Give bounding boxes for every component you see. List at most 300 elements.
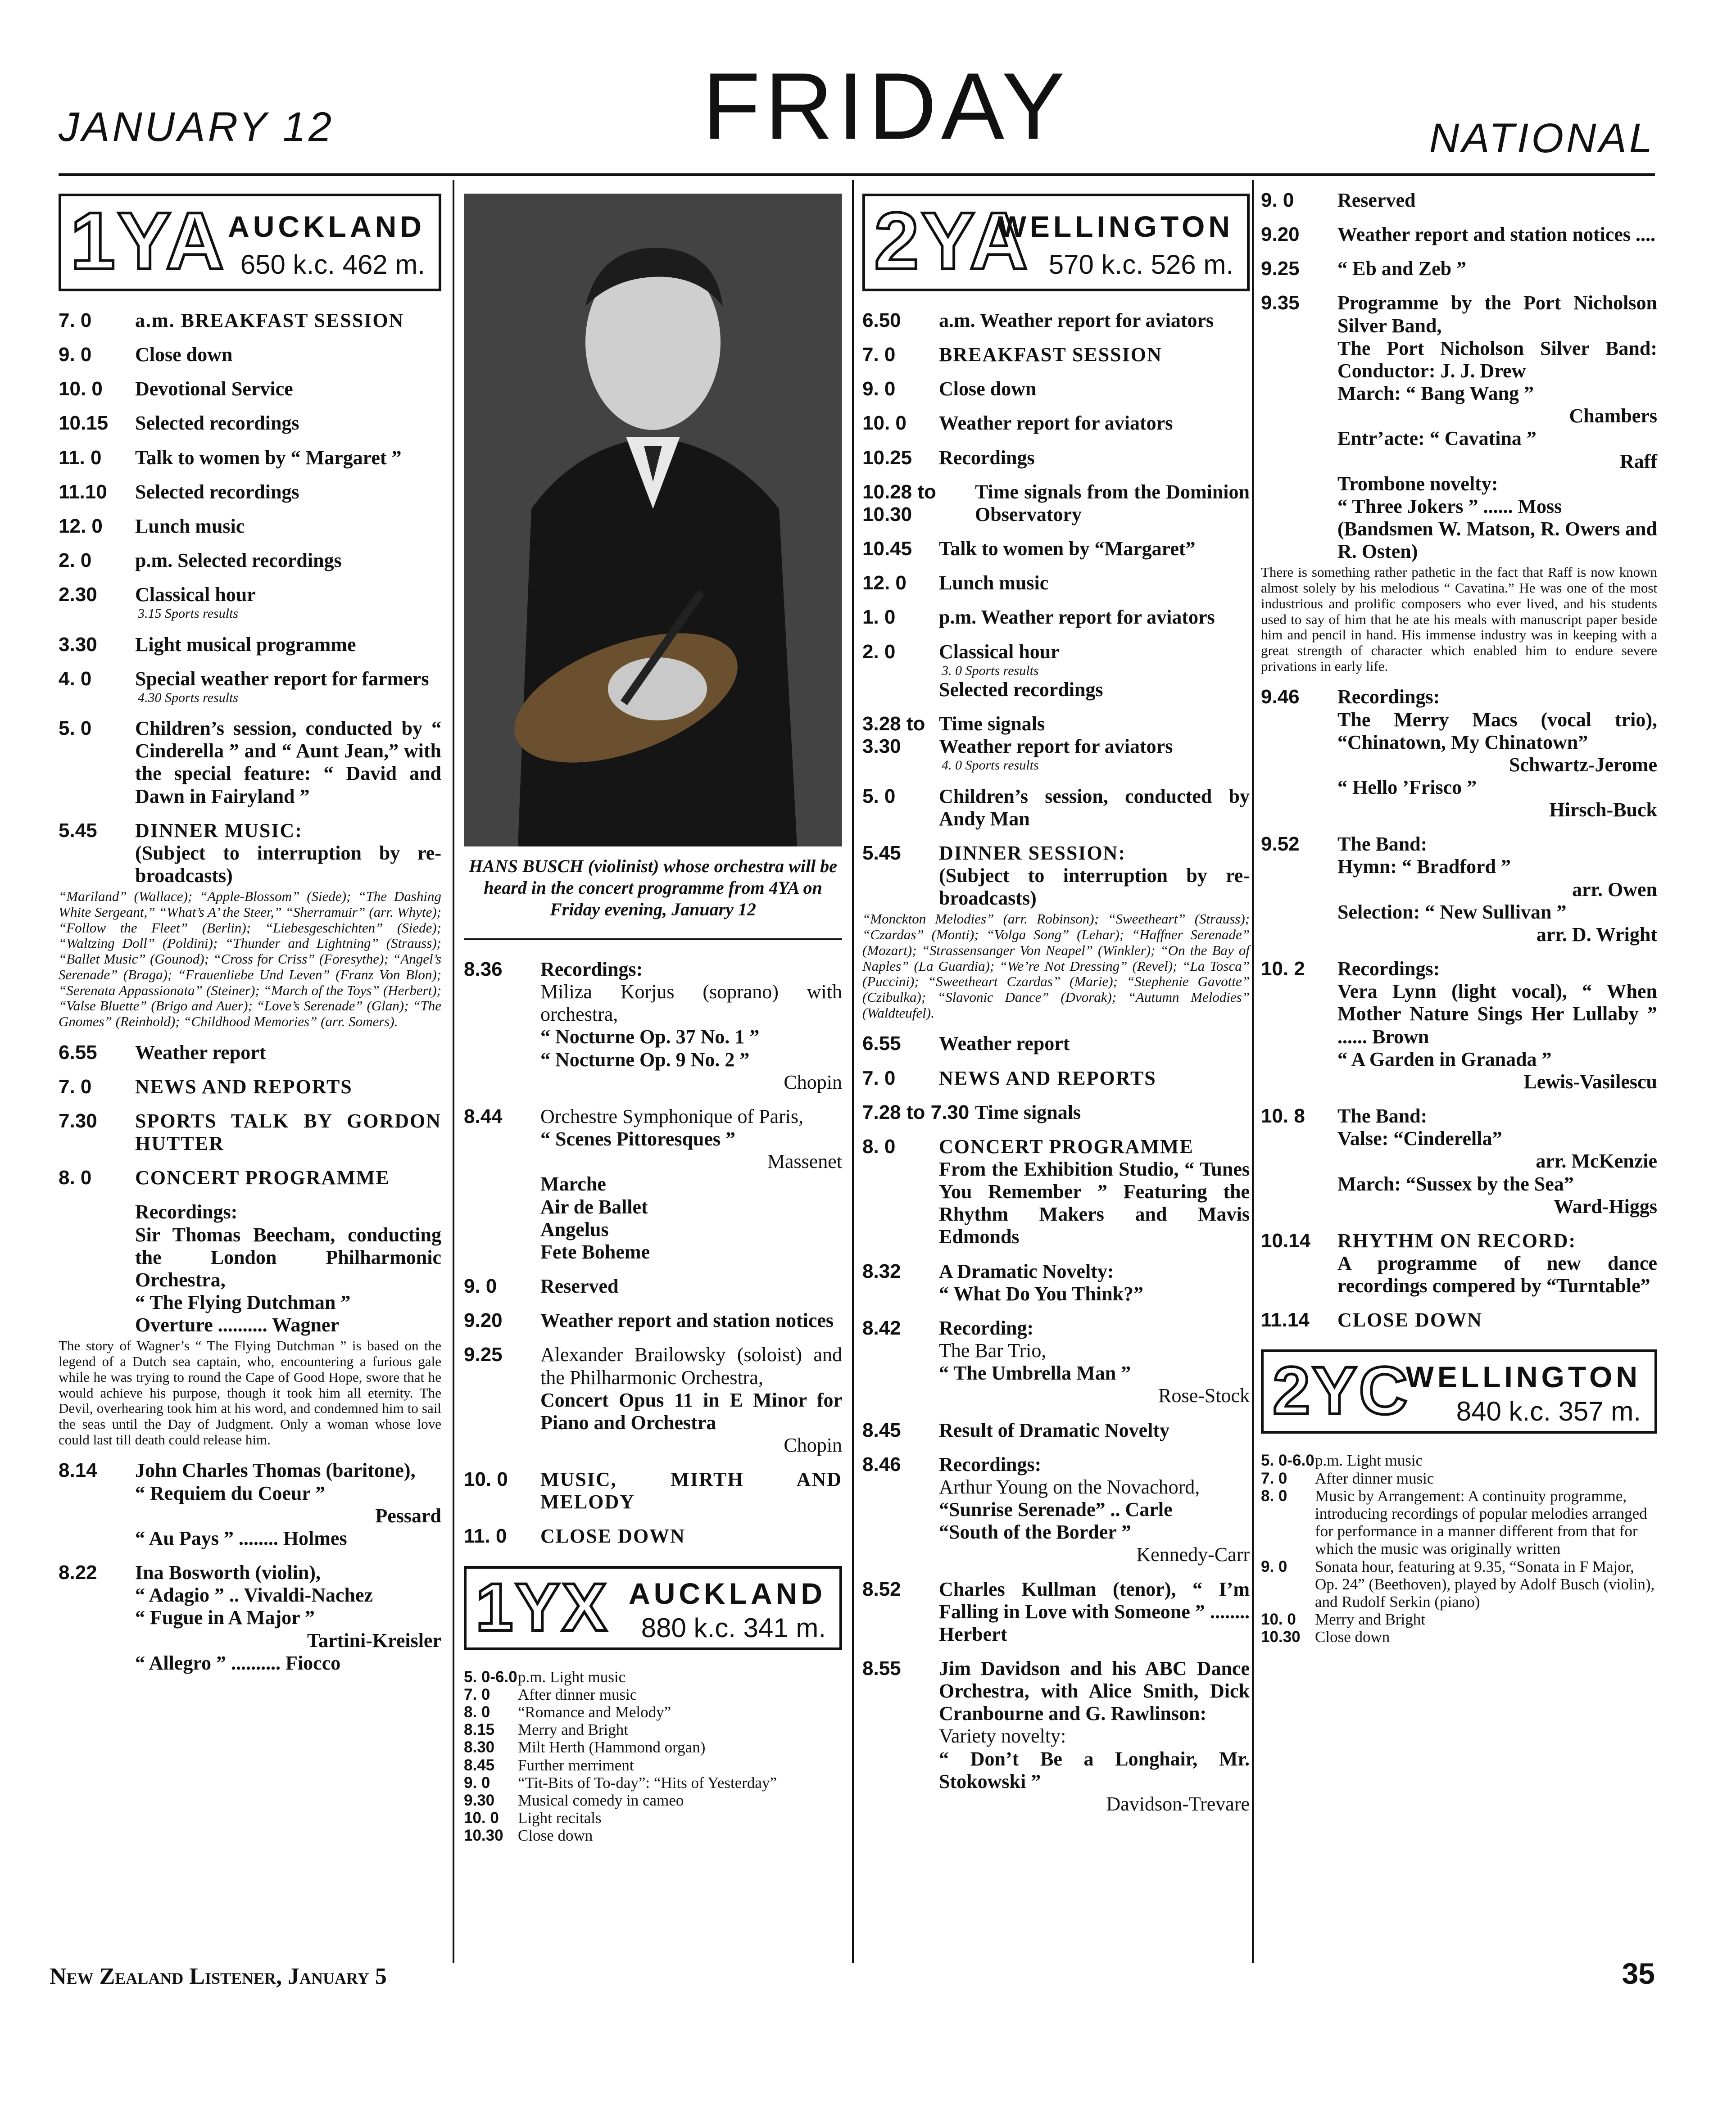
- programme-entry: [59, 634, 441, 656]
- entry-text: Pessard: [375, 1504, 441, 1527]
- entry-text: “ Scenes Pittoresques ”: [540, 1128, 736, 1150]
- entry-text: Chambers: [1569, 405, 1657, 427]
- entry-text: Sir Thomas Beecham, conducting the London Philharmonic Orchestra,: [135, 1223, 441, 1291]
- station-frequency: 650 k.c. 462 m.: [240, 249, 425, 280]
- entry-time: 10. 0: [59, 378, 103, 400]
- programme-entry: [464, 958, 842, 1094]
- entry-text: Jim Davidson and his ABC Dance Orchestra, with Alice Smith, Dick Cranbourne and G. Rawlinson:: [939, 1657, 1250, 1725]
- schedule-text: After dinner music: [1315, 1469, 1434, 1487]
- schedule-text: After dinner music: [518, 1685, 637, 1703]
- entry-text: The Band:: [1337, 1105, 1428, 1127]
- entry-text: The Bar Trio,: [939, 1340, 1047, 1362]
- entry-time: 10. 8: [1261, 1105, 1305, 1127]
- schedule-time: 10.30: [464, 1827, 503, 1845]
- entry-text: The Band:: [1337, 833, 1428, 855]
- entry-time: 11. 0: [59, 446, 102, 469]
- entry-time: 9. 0: [464, 1275, 497, 1298]
- programme-entry: [1261, 223, 1657, 246]
- entry-time: 8.55: [862, 1657, 901, 1679]
- schedule-time: 8.30: [464, 1738, 495, 1756]
- entry-text: arr. Owen: [1572, 878, 1657, 901]
- entry-text: “ The Umbrella Man ”: [939, 1362, 1131, 1385]
- entry-text: Recordings:: [1337, 686, 1440, 708]
- entry-time: 8.44: [464, 1105, 503, 1127]
- station-city: WELLINGTON: [1405, 1360, 1641, 1394]
- entry-text: BREAKFAST SESSION: [939, 344, 1162, 366]
- entry-text: Recordings:: [1337, 958, 1440, 980]
- schedule-row: [1261, 1487, 1657, 1558]
- entry-text: Kennedy-Carr: [1136, 1543, 1250, 1566]
- entry-text: “ Fugue in A Major ”: [135, 1607, 315, 1629]
- station-frequency: 840 k.c. 357 m.: [1456, 1396, 1641, 1427]
- programme-entry: [464, 1275, 842, 1298]
- station-banner-1ya: [59, 194, 441, 291]
- entry-time: 9.35: [1261, 292, 1300, 314]
- entry-text: “ Nocturne Op. 37 No. 1 ”: [540, 1026, 760, 1048]
- entry-time: 9.25: [1261, 258, 1300, 280]
- entry-time: 8.36: [464, 958, 503, 980]
- entry-time: 9. 0: [862, 378, 896, 400]
- entry-time: 11.10: [59, 480, 107, 503]
- entry-text: “ A Garden in Granada ”: [1337, 1048, 1552, 1070]
- entry-text: From the Exhibition Studio, “ Tunes You Remember ” Featuring the Rhythm Makers and Mavis Edmonds: [939, 1158, 1250, 1248]
- entry-text: Valse: “Cinderella”: [1337, 1127, 1502, 1150]
- entry-text: (Subject to interruption by re-broadcasts): [939, 864, 1250, 910]
- schedule-text: Close down: [518, 1827, 593, 1845]
- schedule-time: 7. 0: [464, 1685, 490, 1703]
- schedule-time: 7. 0: [1261, 1469, 1287, 1487]
- entry-text: DINNER MUSIC:: [135, 819, 303, 842]
- entry-text: p.m. Selected recordings: [135, 549, 342, 572]
- entry-text: Talk to women by “ Margaret ”: [135, 446, 402, 469]
- entry-text: Concert Opus 11 in E Minor for Piano and Orchestra: [540, 1389, 842, 1434]
- entry-text: Selected recordings: [135, 412, 299, 434]
- entry-time: 2. 0: [862, 640, 896, 663]
- schedule-time: 10.30: [1261, 1628, 1301, 1646]
- schedule-time: 9. 0: [1261, 1557, 1287, 1575]
- entry-text: Air de Ballet: [540, 1195, 648, 1218]
- entry-time: 8.46: [862, 1453, 901, 1475]
- entry-text: a.m. Weather report for aviators: [939, 309, 1214, 331]
- station-city: WELLINGTON: [998, 210, 1233, 243]
- schedule-text: Musical comedy in cameo: [518, 1791, 684, 1809]
- schedule-text: Further merriment: [518, 1756, 634, 1774]
- network-label: NATIONAL: [1429, 115, 1655, 161]
- entry-time: 10.45: [862, 538, 912, 560]
- entry-text: The Merry Macs (vocal trio), “Chinatown, My Chinatown”: [1337, 708, 1657, 753]
- entry-text: Chopin: [784, 1434, 842, 1456]
- entry-text: A programme of new dance recordings compered by “Turntable”: [1337, 1252, 1657, 1297]
- entry-text: Time signals: [975, 1101, 1081, 1123]
- entry-text: Marche: [540, 1173, 606, 1195]
- schedule-row: [464, 1792, 842, 1809]
- entry-time: 8. 0: [59, 1167, 92, 1189]
- entry-text: Alexander Brailowsky (soloist) and the Philharmonic Orchestra,: [540, 1344, 842, 1389]
- entry-text: Weather report for aviators: [939, 412, 1173, 434]
- entry-text: Weather report and station notices: [540, 1309, 834, 1332]
- schedule-text: “Tit-Bits of To-day”: “Hits of Yesterday”: [518, 1774, 777, 1792]
- entry-text: Arthur Young on the Novachord,: [939, 1475, 1200, 1498]
- programme-entry: [862, 1317, 1250, 1408]
- programme-entry: [862, 785, 1250, 830]
- entry-text: Lewis-Vasilescu: [1523, 1070, 1657, 1093]
- column-divider: [1252, 180, 1254, 1963]
- programme-entry: [1261, 292, 1657, 563]
- entry-text: Weather report for aviators: [939, 735, 1173, 758]
- programme-entry: [464, 1105, 842, 1263]
- station-frequency: 570 k.c. 526 m.: [1048, 249, 1233, 280]
- entry-text: “ Adagio ” .. Vivaldi-Nachez: [135, 1584, 373, 1607]
- station-call-sign: 2YC: [1273, 1353, 1410, 1429]
- programme-entry: [862, 1260, 1250, 1305]
- entry-time: 5. 0: [862, 785, 896, 807]
- entry-time: 7. 0: [862, 1067, 896, 1089]
- programme-entry: [59, 309, 441, 332]
- schedule-text: Merry and Bright: [1315, 1611, 1425, 1629]
- schedule-row: [464, 1774, 842, 1792]
- programme-entry: [464, 1525, 842, 1548]
- entry-text: Weather report: [939, 1032, 1070, 1055]
- programme-entry: [59, 1041, 441, 1064]
- programme-entry: [862, 378, 1250, 400]
- entry-time: 7. 0: [59, 1075, 92, 1098]
- schedule-time: 9.30: [464, 1791, 495, 1809]
- entry-text: Lunch music: [135, 515, 245, 537]
- programme-entry: [59, 1167, 441, 1336]
- entry-time: 5. 0: [59, 717, 92, 740]
- entry-text: Vera Lynn (light vocal), “ When Mother Nature Sings Her Lullaby ” ...... Brown: [1337, 980, 1657, 1048]
- entry-text: Weather report: [135, 1041, 266, 1064]
- schedule-text: Milt Herth (Hammond organ): [518, 1738, 706, 1756]
- entry-text: MUSIC, MIRTH AND MELODY: [540, 1468, 842, 1513]
- entry-subnote: 4. 0 Sports results: [942, 758, 1039, 773]
- entry-time: 7.30: [59, 1109, 97, 1132]
- schedule-row: [464, 1686, 842, 1703]
- section-rule: [464, 938, 842, 940]
- programme-entry: [59, 1561, 441, 1675]
- programme-entry: [1261, 189, 1657, 212]
- schedule-text: Merry and Bright: [518, 1721, 628, 1739]
- station-city: AUCKLAND: [629, 1576, 826, 1610]
- 1yx-schedule: [464, 1668, 842, 1845]
- entry-time: 2. 0: [59, 549, 92, 572]
- programme-entry: [59, 549, 441, 572]
- entry-time: 8.42: [862, 1317, 901, 1339]
- entry-text: March: “Sussex by the Sea”: [1337, 1172, 1574, 1195]
- programme-entry: [862, 842, 1250, 910]
- schedule-row: [464, 1721, 842, 1738]
- programme-entry: [59, 344, 441, 366]
- entry-text: Special weather report for farmers: [135, 667, 429, 690]
- entry-text: CLOSE DOWN: [1337, 1309, 1482, 1331]
- entry-text: Davidson-Trevare: [1106, 1792, 1250, 1815]
- entry-text: CONCERT PROGRAMME: [135, 1167, 390, 1189]
- programme-entry: [59, 378, 441, 400]
- entry-time: 6.50: [862, 309, 901, 331]
- schedule-text: p.m. Light music: [1315, 1452, 1423, 1470]
- entry-text: “ Au Pays ” ........ Holmes: [135, 1527, 347, 1549]
- schedule-time: 5. 0-6.0: [464, 1668, 517, 1686]
- entry-time: 8.14: [59, 1459, 97, 1482]
- programme-entry: [862, 481, 1250, 526]
- station-city: AUCKLAND: [228, 210, 425, 243]
- programme-entry: [464, 1309, 842, 1332]
- schedule-row: [464, 1827, 842, 1844]
- schedule-text: Close down: [1315, 1628, 1390, 1646]
- entry-time: 9.20: [464, 1309, 503, 1332]
- programme-entry: [862, 641, 1250, 701]
- programme-entry: [59, 584, 441, 621]
- entry-text: Close down: [135, 344, 233, 366]
- entry-text: Children’s session, conducted by “ Cinderella ” and “ Aunt Jean,” with the special feature: “ David and Dawn in Fairyland ”: [135, 717, 441, 807]
- programme-entry: [862, 1578, 1250, 1646]
- entry-time: 3.30: [59, 633, 97, 656]
- entry-text: (Bandsmen W. Matson, R. Owers and R. Osten): [1337, 518, 1657, 563]
- column-divider: [852, 180, 854, 1963]
- programme-entry: [1261, 686, 1657, 821]
- publication-footer: New Zealand Listener, January 5: [50, 1964, 387, 1989]
- flying-dutchman-note: The story of Wagner’s “ The Flying Dutchman ” is based on the legend of a Dutch sea captain, who, encountering a furious gale while he was trying to round the Cape of Good Hope, swore that he would achieve his purpose, though it took him all eternity. The Devil, overhearing took him at his word, and condemned him to sail the seas until the Day of Judgment. Only a woman whose love could last till death could release him.: [59, 1338, 441, 1448]
- programme-entry: [862, 538, 1250, 560]
- entry-time: 10.15: [59, 412, 109, 434]
- dinner-session-list: “Monckton Melodies” (arr. Robinson); “Sweetheart” (Strauss); “Czardas” (Monti); “Volga Song” (Lehar); “Haffner Serenade” (Mozart); “Strassensanger Von Neapel” (Winkler); “On the Bay of Naples” (La Guardia); “We’re Not Dressing” (Revel); “La Tosca” (Puccini); “Sweetheart Czardas” (Marie); “Stephenie Gavotte” (Czibulka); “Slavonic Dance” (Dvorak); “Autumn Melodies” (Waldteufel).: [862, 911, 1250, 1021]
- entry-time: 3.28 to 3.30: [862, 713, 925, 758]
- entry-text: Recordings:: [540, 958, 643, 980]
- entry-time: 9. 0: [59, 344, 92, 366]
- entry-text: Schwartz-Jerome: [1509, 753, 1657, 776]
- schedule-time: 5. 0-6.0: [1261, 1452, 1314, 1470]
- entry-text: “ The Flying Dutchman ”: [135, 1291, 351, 1314]
- programme-entry: [1261, 258, 1657, 280]
- programme-entry: [1261, 958, 1657, 1093]
- entry-text: arr. D. Wright: [1536, 923, 1657, 946]
- entry-text: “ Requiem du Coeur ”: [135, 1482, 326, 1504]
- entry-text: Rose-Stock: [1158, 1385, 1250, 1407]
- programme-entry: [862, 344, 1250, 366]
- entry-subnote: 4.30 Sports results: [138, 690, 239, 705]
- programme-entry: [862, 1101, 1250, 1124]
- station-banner-1yx: [464, 1566, 842, 1650]
- entry-time: 11.14: [1261, 1309, 1310, 1331]
- programme-entry: [1261, 1230, 1657, 1297]
- entry-text: Raff: [1619, 450, 1657, 472]
- entry-text: Charles Kullman (tenor), “ I’m Falling in Love with Someone ” ........ Herbert: [939, 1578, 1250, 1645]
- entry-text: (Subject to interruption by re-broadcasts): [135, 842, 441, 887]
- entry-text: a.m. BREAKFAST SESSION: [135, 309, 404, 331]
- entry-time: 7.28 to 7.30: [862, 1101, 970, 1123]
- entry-time: 10. 2: [1261, 958, 1305, 980]
- entry-subnote: 3. 0 Sports results: [942, 663, 1039, 678]
- programme-entry: [862, 1657, 1250, 1815]
- entry-time: 9.46: [1261, 686, 1300, 708]
- entry-text: Weather report and station notices ....: [1337, 223, 1655, 246]
- entry-text: Children’s session, conducted by Andy Man: [939, 785, 1250, 830]
- entry-text: Miliza Korjus (soprano) with orchestra,: [540, 981, 842, 1026]
- entry-text: The Port Nicholson Silver Band: Conductor: J. J. Drew: [1337, 337, 1657, 382]
- entry-text: Angelus: [540, 1218, 609, 1240]
- entry-text: March: “ Bang Wang ”: [1337, 382, 1534, 405]
- column-2ya-continued: [1261, 189, 1657, 1646]
- entry-text: Time signals: [939, 713, 1045, 735]
- entry-text: John Charles Thomas (baritone),: [135, 1459, 416, 1482]
- entry-text: “ Three Jokers ” ...... Moss: [1337, 495, 1562, 517]
- programme-entry: [59, 1076, 441, 1098]
- entry-time: 8.32: [862, 1260, 901, 1282]
- programme-entry: [862, 606, 1250, 629]
- entry-text: Recordings:: [939, 1453, 1042, 1475]
- entry-text: NEWS AND REPORTS: [939, 1067, 1156, 1089]
- station-banner-2yc: [1261, 1349, 1657, 1434]
- programme-entry: [1261, 1105, 1657, 1218]
- programme-entry: [862, 713, 1250, 774]
- schedule-text: Light recitals: [518, 1809, 602, 1827]
- entry-text: Trombone novelty:: [1337, 472, 1498, 495]
- column-2ya: [862, 189, 1250, 1827]
- programme-entry: [862, 309, 1250, 332]
- entry-text: Selected recordings: [135, 480, 299, 503]
- programme-entry: [1261, 1309, 1657, 1331]
- page-title: FRIDAY: [703, 53, 1070, 159]
- entry-subnote: 3.15 Sports results: [138, 606, 239, 621]
- entry-text: Reserved: [540, 1275, 619, 1298]
- entry-time: 1. 0: [862, 606, 896, 629]
- entry-text: “Sunrise Serenade” .. Carle: [939, 1498, 1173, 1521]
- entry-time: 8.22: [59, 1561, 97, 1584]
- entry-text: Tartini-Kreisler: [307, 1629, 441, 1652]
- page-number: 35: [1622, 1957, 1655, 1990]
- entry-text: Recordings:: [135, 1201, 238, 1223]
- programme-entry: [862, 412, 1250, 434]
- programme-entry: [59, 668, 441, 706]
- schedule-time: 8.45: [464, 1756, 495, 1774]
- column-divider: [453, 180, 454, 1963]
- page-date: JANUARY 12: [59, 104, 335, 150]
- column-continued: [464, 189, 842, 1844]
- photo-caption: HANS BUSCH (violinist) whose orchestra will be heard in the concert programme from 4YA on Friday evening, January 12: [469, 856, 837, 919]
- entry-time: 10. 0: [464, 1468, 508, 1491]
- entry-text: Ward-Higgs: [1554, 1195, 1657, 1217]
- entry-time: 10.25: [862, 446, 912, 469]
- entry-text: Programme by the Port Nicholson Silver Band,: [1337, 292, 1657, 337]
- entry-time: 9.20: [1261, 223, 1300, 246]
- entry-text: Massenet: [767, 1150, 842, 1173]
- entry-text: Orchestre Symphonique of Paris,: [540, 1105, 804, 1127]
- entry-text: p.m. Weather report for aviators: [939, 606, 1215, 629]
- entry-time: 9.25: [464, 1344, 503, 1366]
- schedule-text: Music by Arrangement: A continuity programme, introducing recordings of popular melodies arranged for performance in a manner different from that for which the music was originally written: [1315, 1487, 1647, 1558]
- entry-time: 10. 0: [862, 412, 907, 434]
- schedule-row: [1261, 1470, 1657, 1487]
- entry-time: 7. 0: [862, 344, 896, 366]
- schedule-text: p.m. Light music: [518, 1668, 626, 1686]
- entry-time: 9.52: [1261, 833, 1300, 855]
- entry-text: “ Hello ’Frisco ”: [1337, 776, 1477, 798]
- programme-entry: [862, 1067, 1250, 1090]
- entry-time: 8.45: [862, 1419, 901, 1441]
- programme-entry: [59, 412, 441, 434]
- programme-entry: [59, 515, 441, 538]
- station-call-sign: 2YA: [874, 196, 1030, 286]
- schedule-time: 8.15: [464, 1721, 495, 1739]
- entry-time: 5.45: [59, 819, 97, 842]
- entry-time: 10.28 to 10.30: [862, 480, 936, 525]
- entry-text: Overture .......... Wagner: [135, 1314, 339, 1336]
- entry-time: 9. 0: [1261, 189, 1294, 211]
- entry-text: Close down: [939, 378, 1037, 400]
- programme-entry: [862, 572, 1250, 594]
- entry-text: Time signals from the Dominion Observatory: [975, 480, 1250, 525]
- entry-text: Fete Boheme: [540, 1240, 650, 1263]
- entry-time: 5.45: [862, 842, 901, 864]
- entry-text: Selected recordings: [939, 678, 1103, 701]
- column-1ya: [59, 189, 441, 1686]
- 2yc-schedule: [1261, 1452, 1657, 1646]
- programme-entry: [59, 717, 441, 808]
- entry-text: SPORTS TALK BY GORDON HUTTER: [135, 1109, 441, 1155]
- entry-text: “ Don’t Be a Longhair, Mr. Stokowski ”: [939, 1747, 1250, 1792]
- entry-text: A Dramatic Novelty:: [939, 1260, 1114, 1282]
- entry-text: CONCERT PROGRAMME: [939, 1135, 1194, 1158]
- raff-note: There is something rather pathetic in the fact that Raff is now known almost solely by his melodious “ Cavatina.” He was one of the most industrious and prolific composers who ever lived, and his students used to say of him that he ate his meals with manuscript paper beside him and pencil in hand. His immense industry was in keeping with a great strength of character which enabled him to endure severe privations in early life.: [1261, 564, 1657, 674]
- station-banner-2ya: [862, 194, 1250, 291]
- entry-text: RHYTHM ON RECORD:: [1337, 1229, 1577, 1252]
- programme-entry: [59, 447, 441, 469]
- schedule-row: [464, 1756, 842, 1774]
- programme-entry: [1261, 833, 1657, 946]
- schedule-time: 10. 0: [1261, 1611, 1296, 1629]
- programme-entry: [59, 481, 441, 503]
- entry-time: 10.14: [1261, 1229, 1311, 1252]
- entry-text: Selection: “ New Sullivan ”: [1337, 901, 1567, 923]
- programme-entry: [464, 1344, 842, 1457]
- entry-text: Ina Bosworth (violin),: [135, 1561, 321, 1584]
- entry-time: 2.30: [59, 584, 97, 606]
- entry-time: 6.55: [59, 1041, 97, 1064]
- schedule-time: 9. 0: [464, 1774, 490, 1792]
- programme-entry: [862, 1136, 1250, 1249]
- entry-text: Hymn: “ Bradford ”: [1337, 855, 1511, 878]
- entry-text: CLOSE DOWN: [540, 1525, 685, 1548]
- schedule-time: 8. 0: [464, 1703, 490, 1721]
- entry-text: Entr’acte: “ Cavatina ”: [1337, 427, 1537, 450]
- entry-text: Hirsch-Buck: [1549, 799, 1657, 821]
- programme-entry: [862, 1419, 1250, 1442]
- hans-busch-photo: [464, 194, 842, 846]
- entry-text: Recordings: [939, 446, 1035, 469]
- entry-text: Variety novelty:: [939, 1725, 1066, 1747]
- schedule-time: 10. 0: [464, 1809, 499, 1827]
- station-frequency: 880 k.c. 341 m.: [641, 1612, 826, 1643]
- schedule-row: [1261, 1611, 1657, 1628]
- schedule-text: Sonata hour, featuring at 9.35, “Sonata in F Major, Op. 24” (Beethoven), played by Adolf Busch (violin), and Rudolf Serkin (piano): [1315, 1557, 1655, 1611]
- entry-text: Result of Dramatic Novelty: [939, 1419, 1169, 1441]
- entry-text: Chopin: [784, 1071, 842, 1093]
- schedule-row: [464, 1809, 842, 1827]
- entry-text: “ Eb and Zeb ”: [1337, 258, 1467, 280]
- entry-text: arr. McKenzie: [1536, 1150, 1657, 1172]
- programme-entry: [862, 1453, 1250, 1566]
- entry-text: Light musical programme: [135, 633, 356, 656]
- schedule-row: [1261, 1452, 1657, 1469]
- entry-text: Reserved: [1337, 189, 1416, 211]
- entry-text: “ Allegro ” .......... Fiocco: [135, 1652, 341, 1674]
- programme-entry: [59, 1459, 441, 1550]
- schedule-row: [464, 1738, 842, 1756]
- programme-entry: [59, 1110, 441, 1155]
- programme-entry: [862, 1032, 1250, 1055]
- violinist-portrait-image: [464, 194, 842, 846]
- station-call-sign: 1YX: [476, 1569, 609, 1645]
